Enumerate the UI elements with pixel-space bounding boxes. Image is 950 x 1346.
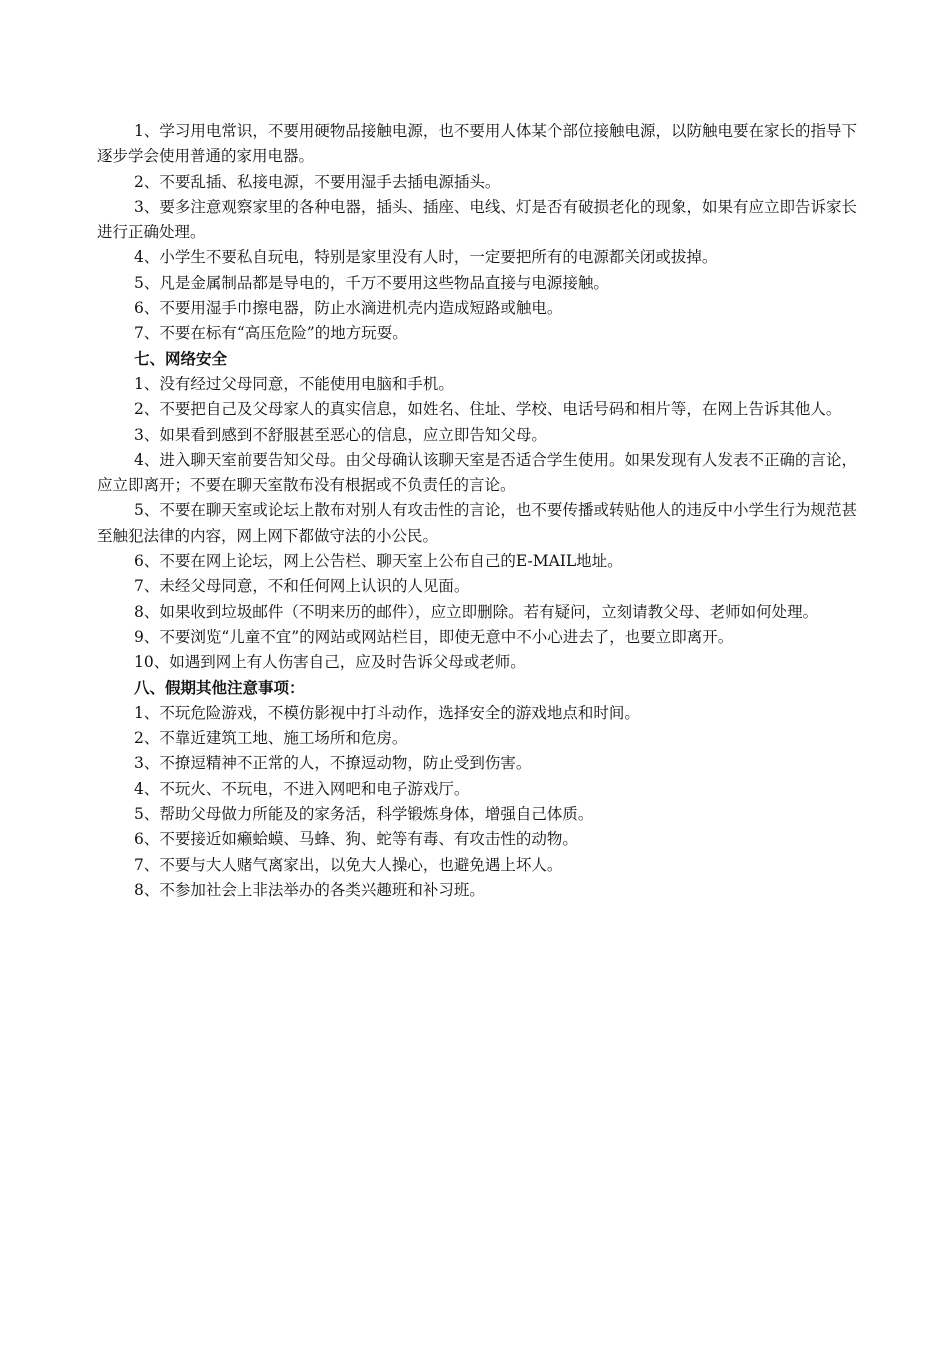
network-item-10: 10、如遇到网上有人伤害自己，应及时告诉父母或老师。 xyxy=(134,653,526,672)
holiday-item-3: 3、不撩逗精神不正常的人，不撩逗动物，防止受到伤害。 xyxy=(134,754,532,773)
network-item-9: 9、不要浏览“儿童不宜”的网站或网站栏目，即使无意中不小心进去了，也要立即离开。 xyxy=(134,627,734,646)
electric-item-5: 5、凡是金属制品都是导电的，千万不要用这些物品直接与电源接触。 xyxy=(134,273,609,292)
network-safety-heading: 七、网络安全 xyxy=(134,349,228,368)
holiday-notes-heading: 八、假期其他注意事项： xyxy=(134,678,305,697)
electric-item-3: 3、要多注意观察家里的各种电器，插头、插座、电线、灯是否有破损老化的现象，如果有应立即告诉家长进行正确处理。 xyxy=(97,197,857,242)
network-item-1: 1、没有经过父母同意，不能使用电脑和手机。 xyxy=(134,374,454,393)
holiday-item-8: 8、不参加社会上非法举办的各类兴趣班和补习班。 xyxy=(134,880,485,899)
network-item-8: 8、如果收到垃圾邮件（不明来历的邮件），应立即删除。若有疑问，立刻请教父母、老师如何处理。 xyxy=(134,602,819,621)
network-item-7: 7、未经父母同意，不和任何网上认识的人见面。 xyxy=(134,577,470,596)
electric-item-4: 4、小学生不要私自玩电，特别是家里没有人时，一定要把所有的电源都关闭或拔掉。 xyxy=(134,248,718,267)
network-item-5: 5、不要在聊天室或论坛上散布对别人有攻击性的言论，也不要传播或转贴他人的违反中小学生行为规范甚至触犯法律的内容，网上网下都做守法的小公民。 xyxy=(97,501,857,545)
electric-item-7: 7、不要在标有“高压危险”的地方玩耍。 xyxy=(134,324,408,343)
holiday-item-1: 1、不玩危险游戏，不模仿影视中打斗动作，选择安全的游戏地点和时间。 xyxy=(134,703,640,722)
holiday-item-7: 7、不要与大人赌气离家出，以免大人操心，也避免遇上坏人。 xyxy=(134,855,563,874)
holiday-item-6: 6、不要接近如癞蛤蟆、马蜂、狗、蛇等有毒、有攻击性的动物。 xyxy=(134,830,578,849)
electric-item-1: 1、学习用电常识，不要用硬物品接触电源，也不要用人体某个部位接触电源，以防触电要在家长的指导下逐步学会使用普通的家用电器。 xyxy=(97,122,857,166)
holiday-item-4: 4、不玩火、不玩电，不进入网吧和电子游戏厅。 xyxy=(134,779,470,798)
document-body xyxy=(97,119,857,903)
electric-item-2: 2、不要乱插、私接电源，不要用湿手去插电源插头。 xyxy=(134,172,501,191)
network-item-3: 3、如果看到感到不舒服甚至恶心的信息，应立即告知父母。 xyxy=(134,425,547,444)
network-item-6: 6、不要在网上论坛，网上公告栏、聊天室上公布自己的E-MAIL地址。 xyxy=(134,552,623,571)
network-item-2: 2、不要把自己及父母家人的真实信息，如姓名、住址、学校、电话号码和相片等，在网上告诉其他人。 xyxy=(134,400,842,419)
holiday-item-2: 2、不靠近建筑工地、施工场所和危房。 xyxy=(134,729,408,748)
holiday-item-5: 5、帮助父母做力所能及的家务活，科学锻炼身体，增强自己体质。 xyxy=(134,805,594,824)
network-item-4: 4、进入聊天室前要告知父母。由父母确认该聊天室是否适合学生使用。如果发现有人发表不正确的言论，应立即离开；不要在聊天室散布没有根据或不负责任的言论。 xyxy=(97,450,857,495)
electric-item-6: 6、不要用湿手巾擦电器，防止水滴进机壳内造成短路或触电。 xyxy=(134,299,563,318)
